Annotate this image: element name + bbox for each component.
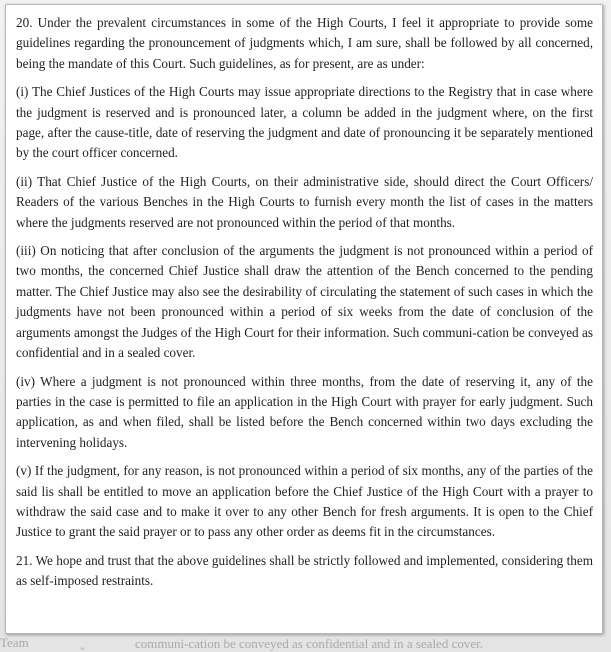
guideline-iii: (iii) On noticing that after conclusion of the arguments the judgment is not pronounced within a period of two months, the concerned Chief Justice shall draw the attention of the Bench concerned to the pending matter. The Chief Justice may also see the desirability of circulating the statement of such cases in which the judgments have not been pronounced within a period of six weeks from the date of conclusion of the arguments amongst the Judges of the High Court for their information. Such communi-cation be conveyed as confidential and in a sealed cover. — [16, 243, 593, 361]
background-text-right: communi-cation be conveyed as confidential and in a sealed cover. — [135, 636, 483, 651]
guideline-iv: (iv) Where a judgment is not pronounced within three months, from the date of reserving it, any of the parties in the case is permitted to file an application in the High Court with prayer for early judgment. Such application, as and when filed, shall be listed before the Bench concerned within two days excluding the intervening holidays. — [16, 373, 593, 450]
guideline-i: (i) The Chief Justices of the High Courts may issue appropriate directions to the Registry that in case where the judgment is reserved and is pronounced later, a column be added in the judgment where, on the first page, after the cause-title, date of reserving the judgment and date of pronouncing it be separately mentioned by the court officer concerned. — [16, 84, 593, 161]
paragraph-21: 21. We hope and trust that the above guidelines shall be strictly followed and implemented, considering them as self-imposed restraints. — [16, 552, 593, 589]
paragraph-20: 20. Under the prevalent circumstances in some of the High Courts, I feel it appropriate to provide some guidelines regarding the pronouncement of judgments which, I am sure, shall be followed by all concerned, being the mandate of this Court. Such guidelines, as for present, are as under: — [16, 15, 593, 71]
guideline-ii: (ii) That Chief Justice of the High Courts, on their administrative side, should direct the Court Officers/ Readers of the various Benches in the High Courts to furnish every month the list of cases in the matters where the judgments reserved are not pronounced within the period of that months. — [16, 173, 593, 230]
judgment-excerpt-card — [5, 4, 603, 634]
chevron-down-icon: ⌄ — [78, 641, 88, 652]
background-text-left: Team — [0, 635, 29, 650]
guideline-v: (v) If the judgment, for any reason, is not pronounced within a period of six months, any of the parties of the said lis shall be entitled to move an application before the Chief Justice of the High Court with a prayer to withdraw the said case and to make it over to any other Bench for fresh arguments. It is open to the Chief Justice to grant the said prayer or to pass any other order as deems fit in the circumstances. — [16, 463, 593, 540]
